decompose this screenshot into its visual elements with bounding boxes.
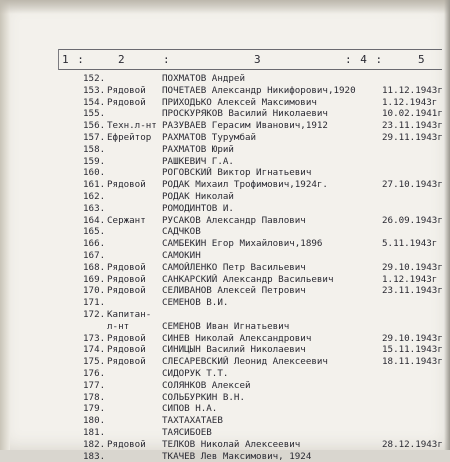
record-name: ТКАЧЕВ Лев Максимович, 1924 — [162, 451, 392, 462]
record-date: 27.10.1943г — [382, 179, 448, 191]
list-item — [0, 427, 450, 439]
record-name: СОЛЯНКОВ Алексей — [162, 380, 392, 392]
list-item — [0, 97, 450, 109]
record-date: 1.12.1943г — [382, 274, 448, 286]
record-name: СЕМЕНОВ В.И. — [162, 297, 392, 309]
list-item — [0, 274, 450, 286]
record-number: 169. — [83, 274, 121, 286]
record-number: 168. — [83, 262, 121, 274]
header-divider — [58, 49, 59, 70]
list-item — [0, 451, 450, 462]
list-item — [0, 333, 450, 345]
record-name: САМБЕКИН Егор Михайлович,1896 — [162, 238, 392, 250]
list-item — [0, 203, 450, 215]
record-name: РАШКЕВИЧ Г.А. — [162, 156, 392, 168]
record-number: 153. — [83, 85, 121, 97]
record-name: СИПОВ Н.А. — [162, 403, 392, 415]
record-name: РОДАК Николай — [162, 191, 392, 203]
record-date: 29.11.1943г — [382, 132, 448, 144]
record-date: 11.12.1943г — [382, 85, 448, 97]
record-number: 159. — [83, 156, 121, 168]
list-item — [0, 356, 450, 368]
record-name: САМОЙЛЕНКО Петр Васильевич — [162, 262, 392, 274]
list-item — [0, 215, 450, 227]
record-number: 172. — [83, 309, 121, 321]
record-number: 173. — [83, 333, 121, 345]
list-item — [0, 108, 450, 120]
header-col-3: 3 — [254, 53, 262, 66]
record-name: САДЧКОВ — [162, 226, 392, 238]
list-item — [0, 321, 450, 333]
record-number: 178. — [83, 392, 121, 404]
record-number: 182. — [83, 439, 121, 451]
record-name: РОМОДИНТОВ И. — [162, 203, 392, 215]
record-name: ТАЯСИБОЕВ — [162, 427, 392, 439]
record-name: ТЕЛКОВ Николай Алексеевич — [162, 439, 392, 451]
record-name: СОЛЬБУРКИН В.Н. — [162, 392, 392, 404]
record-date: 26.09.1943г — [382, 215, 448, 227]
record-name: САМОКИН — [162, 250, 392, 262]
record-number: 157. — [83, 132, 121, 144]
list-item — [0, 368, 450, 380]
record-number: 161. — [83, 179, 121, 191]
page-top-shadow — [0, 0, 450, 14]
record-date: 23.11.1943г — [382, 120, 448, 132]
record-number: 180. — [83, 415, 121, 427]
record-date: 5.11.1943г — [382, 238, 448, 250]
list-item — [0, 85, 450, 97]
record-number: 152. — [83, 73, 121, 85]
record-date: 29.10.1943г — [382, 262, 448, 274]
record-rank: Рядовой — [107, 333, 187, 345]
record-rank: Рядовой — [107, 285, 187, 297]
record-number: 174. — [83, 344, 121, 356]
header-sep-2: : — [163, 53, 171, 66]
record-date: 1.12.1943г — [382, 97, 448, 109]
list-item — [0, 226, 450, 238]
header-col-1: 1 : — [62, 53, 85, 66]
record-rank: Ефрейтор — [107, 132, 187, 144]
record-number: 163. — [83, 203, 121, 215]
record-rank: л-нт — [107, 321, 187, 333]
record-name: САНКАРСКИЙ Александр Васильевич — [162, 274, 392, 286]
list-item — [0, 179, 450, 191]
record-date: 10.02.1941г — [382, 108, 448, 120]
list-item — [0, 344, 450, 356]
record-number: 183. — [83, 451, 121, 462]
record-number: 177. — [83, 380, 121, 392]
record-number: 170. — [83, 285, 121, 297]
list-item — [0, 309, 450, 321]
record-date: 29.10.1943г — [382, 333, 448, 345]
header-top-rule — [58, 49, 442, 50]
record-name: ПРОСКУРЯКОВ Василий Николаевич — [162, 108, 392, 120]
record-name: СЛЕСАРЕВСКИЙ Леонид Алексеевич — [162, 356, 392, 368]
record-number: 167. — [83, 250, 121, 262]
record-number: 171. — [83, 297, 121, 309]
list-item — [0, 392, 450, 404]
record-rank: Рядовой — [107, 439, 187, 451]
header-col-4: : 4 : — [345, 53, 383, 66]
record-number: 176. — [83, 368, 121, 380]
list-item — [0, 285, 450, 297]
list-item — [0, 297, 450, 309]
list-item — [0, 120, 450, 132]
record-rank: Рядовой — [107, 179, 187, 191]
record-name: СЕМЕНОВ Иван Игнатьевич — [162, 321, 392, 333]
list-item — [0, 403, 450, 415]
record-number: 164. — [83, 215, 121, 227]
header-col-5: 5 — [418, 53, 426, 66]
record-date: 15.11.1943г — [382, 344, 448, 356]
list-item — [0, 73, 450, 85]
record-date: 18.11.1943г — [382, 356, 448, 368]
list-item — [0, 144, 450, 156]
record-number: 160. — [83, 167, 121, 179]
record-name: СИНЕВ Николай Александрович — [162, 333, 392, 345]
list-item — [0, 167, 450, 179]
list-item — [0, 262, 450, 274]
record-number: 154. — [83, 97, 121, 109]
record-name: ПОЧЕТАЕВ Александр Никифорович,1920 — [162, 85, 392, 97]
record-date: 28.12.1943г — [382, 439, 448, 451]
list-item — [0, 238, 450, 250]
header-col-2: 2 — [118, 53, 126, 66]
record-rank: Рядовой — [107, 344, 187, 356]
record-name: РАХМАТОВ Турумбай — [162, 132, 392, 144]
record-name: ТАХТАХАТАЕВ — [162, 415, 392, 427]
record-rank: Капитан- — [107, 309, 187, 321]
record-number: 181. — [83, 427, 121, 439]
record-rank: Техн.л-нт — [107, 120, 187, 132]
records-list — [0, 73, 450, 462]
list-item — [0, 191, 450, 203]
record-name: РОГОВСКИЙ Виктор Игнатьевич — [162, 167, 392, 179]
record-name: ПРИХОДЬКО Алексей Максимович — [162, 97, 392, 109]
header-bottom-rule — [58, 69, 442, 70]
record-number: 155. — [83, 108, 121, 120]
record-name: РУСАКОВ Александр Павлович — [162, 215, 392, 227]
record-name: СИНИЦЫН Василий Николаевич — [162, 344, 392, 356]
record-rank: Сержант — [107, 215, 187, 227]
record-name: РАХМАТОВ Юрий — [162, 144, 392, 156]
record-number: 158. — [83, 144, 121, 156]
record-rank: Рядовой — [107, 274, 187, 286]
record-number: 179. — [83, 403, 121, 415]
record-name: РОДАК Михаил Трофимович,1924г. — [162, 179, 392, 191]
record-number: 156. — [83, 120, 121, 132]
list-item — [0, 156, 450, 168]
record-name: СИДОРУК Т.Т. — [162, 368, 392, 380]
list-item — [0, 439, 450, 451]
record-rank: Рядовой — [107, 262, 187, 274]
record-name: СЕЛИВАНОВ Алексей Петрович — [162, 285, 392, 297]
list-item — [0, 250, 450, 262]
record-rank: Рядовой — [107, 97, 187, 109]
record-rank: Рядовой — [107, 356, 187, 368]
list-item — [0, 132, 450, 144]
list-item — [0, 415, 450, 427]
list-item — [0, 380, 450, 392]
record-number: 166. — [83, 238, 121, 250]
record-number: 165. — [83, 226, 121, 238]
record-name: РАЗУВАЕВ Герасим Иванович,1912 — [162, 120, 392, 132]
record-number: 175. — [83, 356, 121, 368]
record-name: ПОХМАТОВ Андрей — [162, 73, 392, 85]
record-rank: Рядовой — [107, 85, 187, 97]
record-number: 162. — [83, 191, 121, 203]
record-date: 23.11.1943г — [382, 285, 448, 297]
